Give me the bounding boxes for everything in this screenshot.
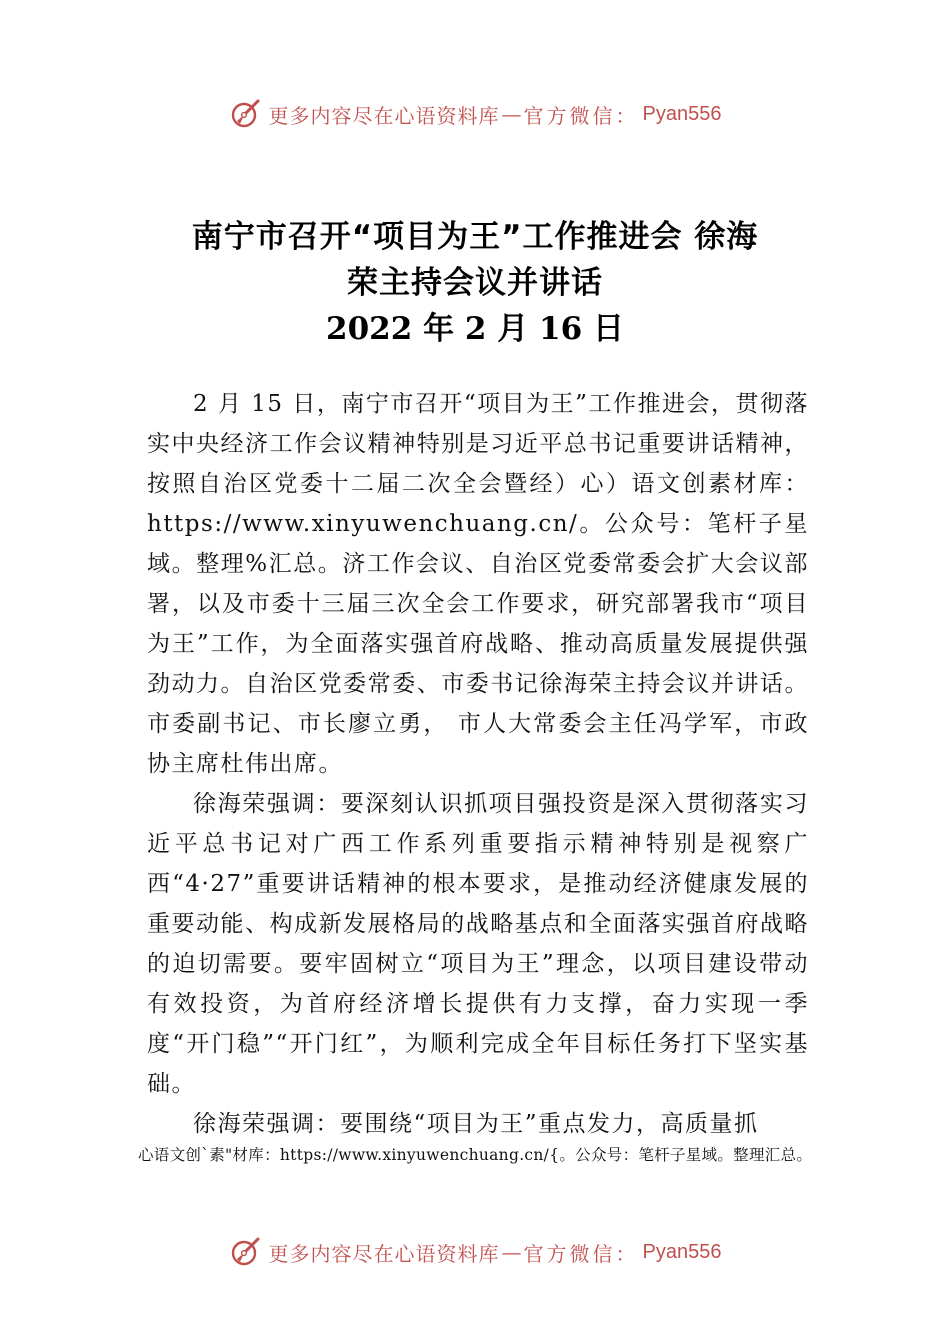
banner-account: Pyan556 [642,102,722,125]
document-title [60,214,890,352]
footnote: 心语文创`素"材库：https://www.xinyuwenchuang.cn/{。公众号：笔杆子星域。整理汇总。 [138,1146,813,1164]
banner-separator: — [501,1240,522,1264]
title-line-2: 荣主持会议并讲话 [347,265,603,301]
banner-official-label: 官方微信： [523,103,639,128]
footer-banner [0,1232,950,1272]
paragraph: 2 月 15 日，南宁市召开“项目为王”工作推进会，贯彻落实中央经济工作会议精神特别是习近平总书记重要讲话精神，按照自治区党委十二届二次全会暨经）心）语文创素材库：https://www.xinyuwenchuang.cn/。公众号：笔杆子星域。整理%汇总。济工作会议、自治区党委常委会扩大会议部署，以及市委十三届三次全会工作要求，研究部署我市“项目为王”工作，为全面落实强首府战略、推动高质量发展提供强劲动力。自治区党委常委、市委书记徐海荣主持会议并讲话。市委副书记、市长廖立勇， 市人大常委会主任冯学军，市政协主席杜伟出席。 [147,391,809,777]
paragraph: 徐海荣强调：要深刻认识抓项目强投资是深入贯彻落实习近平总书记对广西工作系列重要指示精神特别是视察广西“4·27”重要讲话精神的根本要求，是推动经济健康发展的重要动能、构成新发展格局的战略基点和全面落实强首府战略的迫切需要。要牢固树立“项目为王”理念，以项目建设带动有效投资，为首府经济增长提供有力支撑，奋力实现一季度“开门稳”“开门红”，为顺利完成全年目标任务打下坚实基础。 [147,791,809,1097]
banner-separator: — [501,102,522,126]
banner-official-label: 官方微信： [523,1241,639,1266]
paragraph: 徐海荣强调：要围绕“项目为王”重点发力，高质量抓 [193,1111,759,1137]
banner-brand: 更多内容尽在心语资料库 [268,103,500,128]
title-line-1: 南宁市召开“项目为王”工作推进会 徐海 [191,219,759,255]
header-banner [0,94,950,134]
article-body [147,384,809,1144]
banner-account: Pyan556 [642,1240,722,1263]
pen-nib-icon [229,1235,263,1269]
banner-brand: 更多内容尽在心语资料库 [268,1241,500,1266]
title-date: 2022 年 2 月 16 日 [326,311,624,347]
pen-nib-icon [229,97,263,131]
